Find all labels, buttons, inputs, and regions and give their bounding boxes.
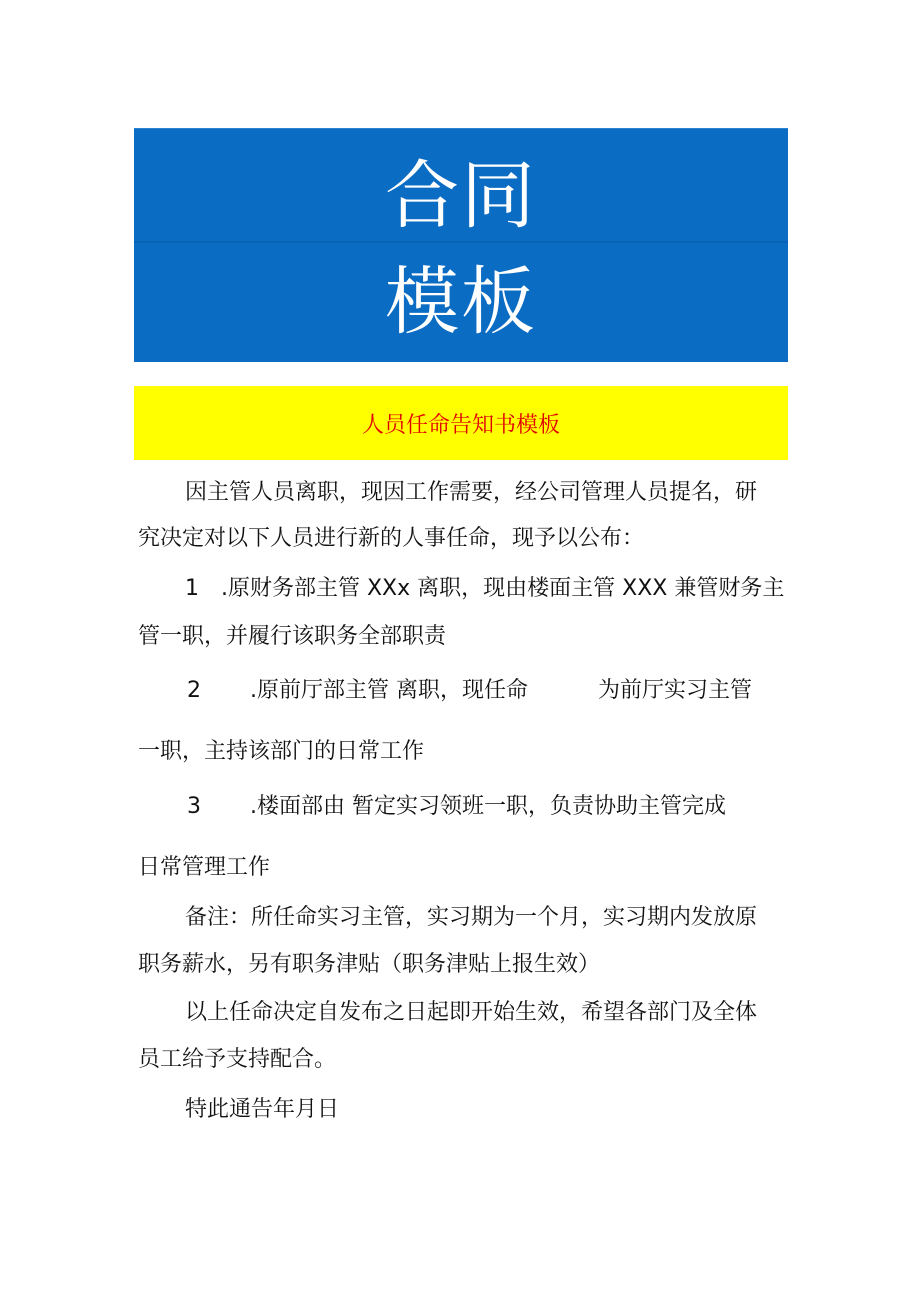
paragraph-4-text-a: .楼面部由 暂定实习领班一职，负责协助主管完成 (250, 794, 726, 819)
paragraph-1-line-2: 究决定对以下人员进行新的人事任命，现予以公布： (138, 526, 645, 551)
paragraph-3-line-2: 一职，主持该部门的日常工作 (138, 739, 425, 764)
paragraph-1-line-1: 因主管人员离职，现因工作需要，经公司管理人员提名，研 (185, 480, 758, 505)
paragraph-2-line-2: 管一职，并履行该职务全部职责 (138, 624, 447, 649)
paragraph-5-line-2: 职务薪水，另有职务津贴（职务津贴上报生效） (138, 952, 601, 977)
banner-title-line-2: 模板 (385, 259, 537, 345)
title-banner (134, 128, 788, 362)
paragraph-3-line-1 (0, 676, 920, 706)
banner-title-line-1: 合同 (385, 153, 537, 239)
paragraph-4-line-1 (0, 792, 920, 822)
paragraph-6-line-1: 以上任命决定自发布之日起即开始生效，希望各部门及全体 (185, 1000, 758, 1025)
paragraph-3-text-b: 为前厅实习主管 (598, 678, 753, 703)
item-number-3: 3 (187, 794, 201, 819)
subtitle-bar (134, 386, 788, 460)
paragraph-2-line-1: 1 .原财务部主管 XXx 离职，现由楼面主管 XXX 兼管财务主 (185, 576, 785, 601)
paragraph-5-line-1: 备注：所任命实习主管，实习期为一个月，实习期内发放原 (185, 905, 758, 930)
paragraph-6-line-2: 员工给予支持配合。 (138, 1047, 337, 1072)
closing-line: 特此通告年月日 (185, 1097, 340, 1122)
paragraph-3-text-a: .原前厅部主管 离职，现任命 (250, 678, 528, 703)
banner-divider (134, 241, 788, 243)
document-subtitle: 人员任命告知书模板 (361, 413, 560, 438)
paragraph-4-line-2: 日常管理工作 (138, 855, 271, 880)
item-number-2: 2 (187, 678, 201, 703)
